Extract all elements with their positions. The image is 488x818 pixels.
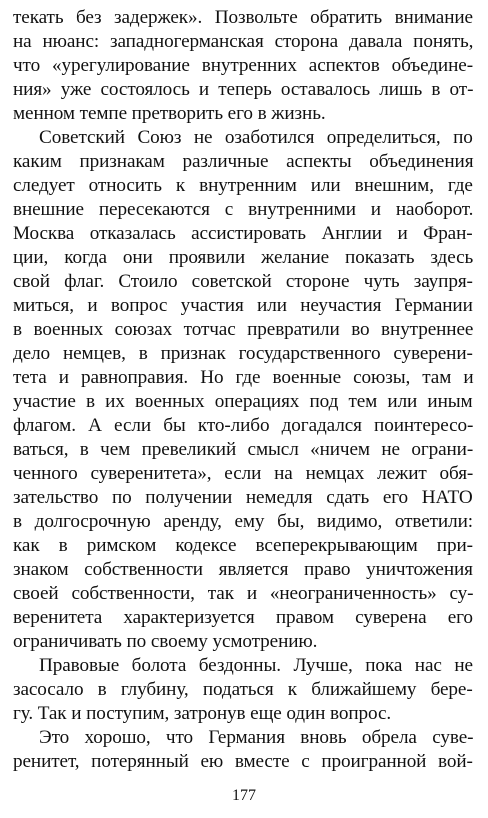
text-line: зательство по получении немедля сдать его НАТО: [13, 487, 473, 508]
text-line: каким признакам различные аспекты объединения: [13, 151, 474, 172]
text-line: Правовые болота бездонны. Лучше, пока нас не: [39, 655, 473, 676]
text-line: что «урегулирование внутренних аспектов объедине-: [13, 55, 473, 76]
text-line: засосало в глубину, податься к ближайшему бере-: [13, 679, 473, 700]
text-line: дело немцев, в признак государственного суверени-: [13, 343, 473, 364]
text-line: в военных союзах тотчас превратили во внутреннее: [13, 319, 474, 340]
text-line: своей собственности, так и «неограниченность» су-: [13, 583, 474, 604]
text-line: Москва отказалась ассистировать Англии и Фран-: [13, 223, 473, 244]
text-line: ции, когда они проявили желание показать здесь: [13, 247, 474, 268]
text-line: ния» уже состоялось и теперь оставалось лишь в от-: [13, 79, 474, 100]
text-line: участие в их военных операциях под тем или иным: [13, 391, 473, 412]
text-line: гу. Так и поступим, затронув еще один вопрос.: [13, 703, 392, 724]
text-line: следует относить к внутренним или внешним, где: [13, 175, 473, 196]
text-line: внешние пересекаются с внутренними и наоборот.: [13, 199, 474, 220]
text-line: текать без задержек». Позвольте обратить внимание: [13, 7, 473, 28]
text-line: ренитет, потерянный ею вместе с проигранной вой-: [13, 751, 473, 772]
text-line: менном темпе претворить его в жизнь.: [13, 103, 326, 124]
text-line: Советский Союз не озаботился определиться, по: [39, 127, 473, 148]
page-number: 177: [232, 787, 256, 804]
text-line: в долгосрочную аренду, ему бы, видимо, ответили:: [13, 511, 473, 532]
text-line: как в римском кодексе всеперекрывающим при-: [13, 535, 473, 556]
text-line: веренитета характеризуется правом суверена его: [13, 607, 473, 628]
text-line: ченного суверенитета», если на немцах лежит обя-: [13, 463, 474, 484]
text-line: на нюанс: западногерманская сторона давала понять,: [13, 31, 474, 52]
text-line: знаком собственности является право уничтожения: [13, 559, 473, 580]
text-line: ваться, в чем превеликий смысл «ничем не ограни-: [13, 439, 474, 460]
text-line: флагом. А если бы кто-либо догадался поинтересо-: [13, 415, 474, 436]
text-line: Это хорошо, что Германия вновь обрела суве-: [39, 727, 474, 748]
text-line: свой флаг. Стоило советской стороне чуть заупря-: [13, 271, 473, 292]
text-line: тета и равноправия. Но где военные союзы, там и: [13, 367, 474, 388]
text-line: миться, и вопрос участия или неучастия Германии: [13, 295, 473, 316]
text-line: ограничивать по своему усмотрению.: [13, 631, 318, 652]
